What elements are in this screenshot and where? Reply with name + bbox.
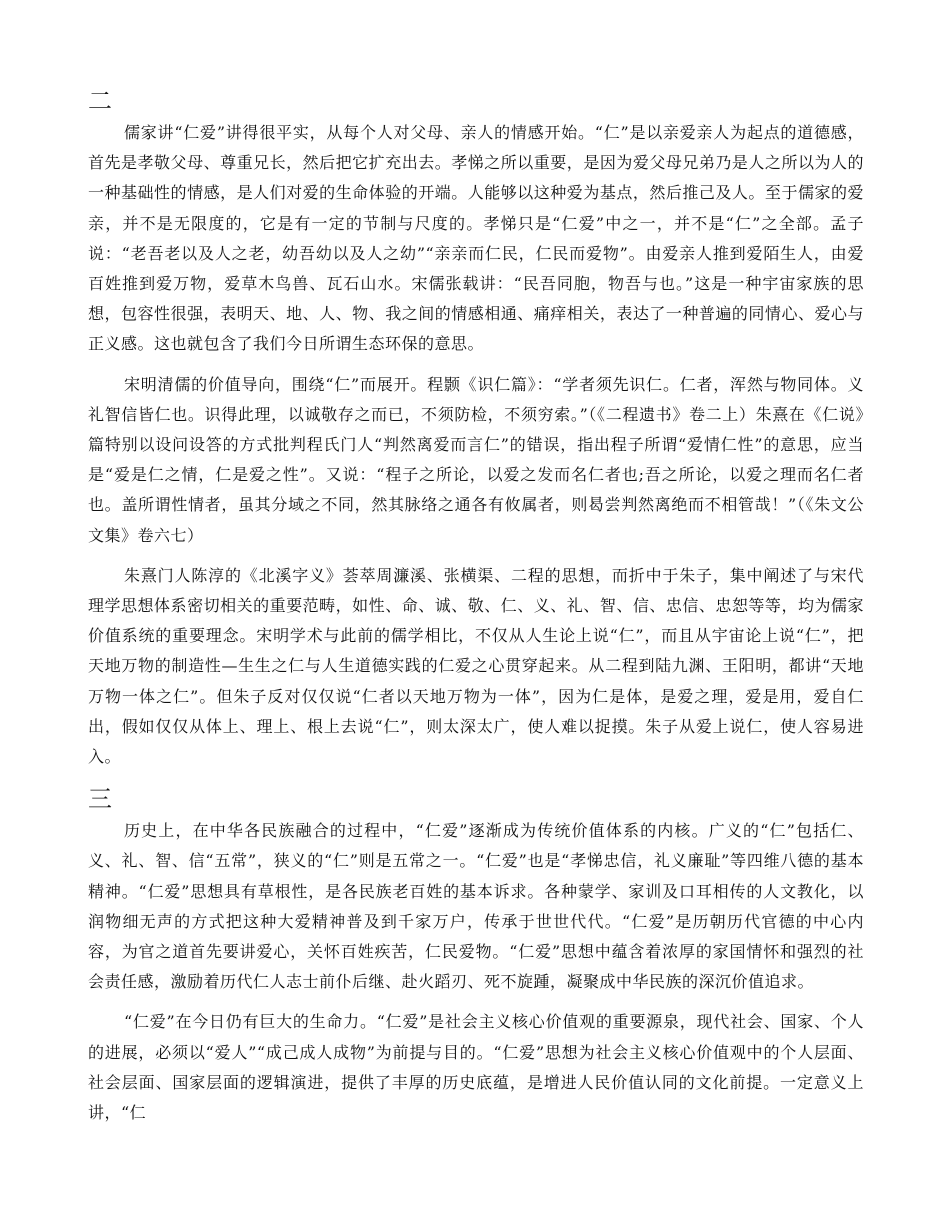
- section-three: [88, 784, 864, 1128]
- paragraph: 朱熹门人陈淳的《北溪字义》荟萃周濂溪、张横渠、二程的思想，而折中于朱子，集中阐述了与宋代理学思想体系密切相关的重要范畴，如性、命、诚、敬、仁、义、礼、智、信、忠信、忠恕等等，均为儒家价值系统的重要理念。宋明学术与此前的儒学相比，不仅从人生论上说“仁”，而且从宇宙论上说“仁”，把天地万物的制造性—生生之仁与人生道德实践的仁爱之心贯穿起来。从二程到陆九渊、王阳明，都讲“天地万物一体之仁”。但朱子反对仅仅说“仁者以天地万物为一体”，因为仁是体，是爱之理，爱是用，爱自仁出，假如仅仅从体上、理上、根上去说“仁”，则太深太广，使人难以捉摸。朱子从爱上说仁，使人容易进入。: [88, 565, 864, 767]
- section-heading: 三: [88, 785, 114, 814]
- paragraph: 儒家讲“仁爱”讲得很平实，从每个人对父母、亲人的情感开始。“仁”是以亲爱亲人为起点的道德感，首先是孝敬父母、尊重兄长，然后把它扩充出去。孝悌之所以重要，是因为爱父母兄弟乃是人之所以为人的一种基础性的情感，是人们对爱的生命体验的开端。人能够以这种爱为基点，然后推己及人。至于儒家的爱亲，并不是无限度的，它是有一定的节制与尺度的。孝悌只是“仁爱”中之一，并不是“仁”之全部。孟子说：“老吾老以及人之老，幼吾幼以及人之幼”“亲亲而仁民，仁民而爱物”。由爱亲人推到爱陌生人，由爱百姓推到爱万物，爱草木鸟兽、瓦石山水。宋儒张载讲：“民吾同胞，物吾与也。”这是一种宇宙家族的思想，包容性很强，表明天、地、人、物、我之间的情感相通、痛痒相关，表达了一种普遍的同情心、爱心与正义感。这也就包含了我们今日所谓生态环保的意思。: [88, 123, 864, 354]
- section-two: [88, 86, 864, 772]
- paragraph: “仁爱”在今日仍有巨大的生命力。“仁爱”是社会主义核心价值观的重要源泉，现代社会、国家、个人的进展，必须以“爱人”“成己成人成物”为前提与目的。“仁爱”思想为社会主义核心价值观中的个人层面、社会层面、国家层面的逻辑演进，提供了丰厚的历史底蕴，是增进人民价值认同的文化前提。一定意义上讲，“仁: [88, 1012, 864, 1123]
- paragraph: 宋明清儒的价值导向，围绕“仁”而展开。程颢《识仁篇》：“学者须先识仁。仁者，浑然与物同体。义礼智信皆仁也。识得此理，以诚敬存之而已，不须防检，不须穷索。”（《二程遗书》卷二上）朱熹在《仁说》篇特别以设问设答的方式批判程氏门人“判然离爱而言仁”的错误，指出程子所谓“爱情仁性”的意思，应当是“爱是仁之情，仁是爱之性”。又说：“程子之所论，以爱之发而名仁者也;吾之所论，以爱之理而名仁者也。盖所谓性情者，虽其分域之不同，然其脉络之通各有攸属者，则曷尝判然离绝而不相管哉！”（《朱文公文集》卷六七）: [88, 374, 864, 545]
- paragraph: 历史上，在中华各民族融合的过程中，“仁爱”逐渐成为传统价值体系的内核。广义的“仁”包括仁、义、礼、智、信“五常”，狭义的“仁”则是五常之一。“仁爱”也是“孝悌忠信，礼义廉耻”等四维八德的基本精神。“仁爱”思想具有草根性，是各民族老百姓的基本诉求。各种蒙学、家训及口耳相传的人文教化，以润物细无声的方式把这种大爱精神普及到千家万户，传承于世世代代。“仁爱”是历朝历代官德的中心内容，为官之道首先要讲爱心，关怀百姓疾苦，仁民爱物。“仁爱”思想中蕴含着浓厚的家国情怀和强烈的社会责任感，激励着历代仁人志士前仆后继、赴火蹈刃、死不旋踵，凝聚成中华民族的深沉价值追求。: [88, 821, 864, 992]
- section-heading: 二: [88, 87, 114, 115]
- document-page: [88, 86, 864, 1140]
